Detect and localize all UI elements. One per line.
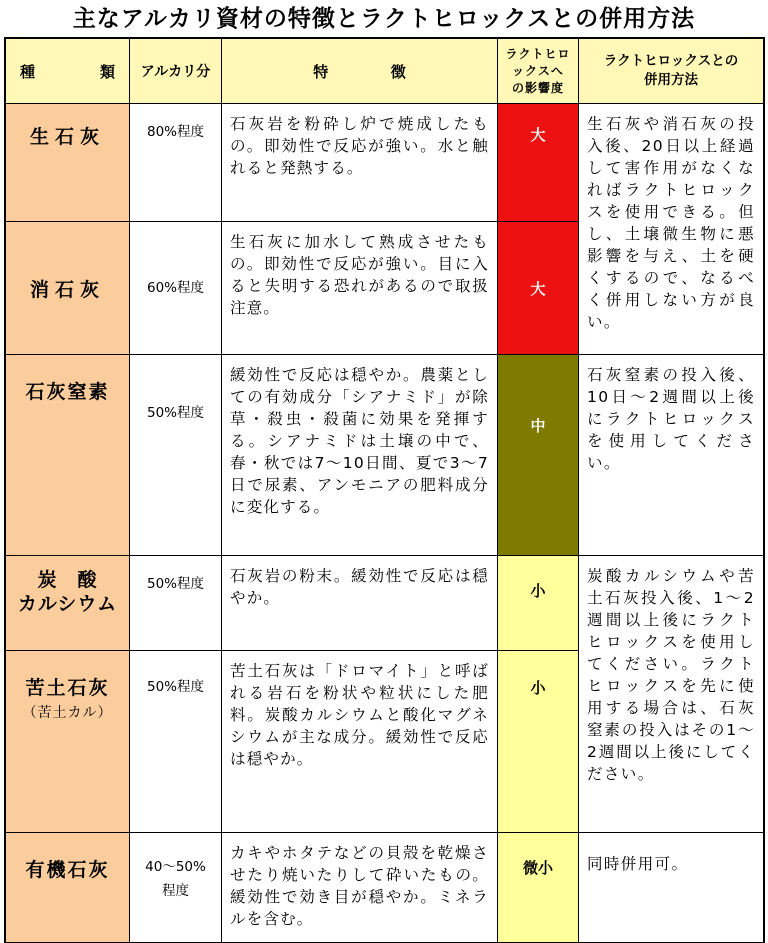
alkali-cell — [130, 833, 222, 943]
type-subname: （苦土カル） — [22, 705, 113, 721]
table-row — [6, 355, 764, 556]
alkali-line1: 40～50% — [145, 859, 206, 875]
page-title: 主なアルカリ資材の特徴とラクトヒロックスとの併用方法 — [72, 6, 696, 32]
table-row — [6, 833, 764, 943]
type-cell: 生石灰 — [6, 104, 130, 222]
header-method — [579, 39, 764, 104]
type-cell: 石灰窒素 — [6, 355, 130, 556]
type-line2: カルシウム — [17, 593, 118, 615]
method-cell-nitrogen: 石灰窒素の投入後、10日～2週間以上後にラクトヒロックスを使用してください。 — [579, 355, 764, 556]
header-alkali: アルカリ分 — [130, 39, 222, 104]
method-cell-lime: 生石灰や消石灰の投入後、20日以上経過して害作用がなくなればラクトヒロックスを使用できる。但し、土壌微生物に悪影響を与え、土を硬くするので、なるべく併用しない方が良い。 — [579, 104, 764, 355]
type-name: 苦土石灰 — [25, 677, 110, 699]
alkali-materials-table — [5, 38, 764, 943]
header-impact — [498, 39, 579, 104]
impact-cell: 小 — [498, 556, 579, 651]
alkali-cell: 50%程度 — [130, 556, 222, 651]
impact-cell: 微小 — [498, 833, 579, 943]
header-kind — [6, 39, 130, 104]
header-feature-a: 特 — [313, 62, 329, 81]
header-row — [6, 39, 764, 104]
header-kind-b: 類 — [99, 62, 115, 81]
feature-cell: 生石灰に加水して熟成させたもの。即効性で反応が強い。目に入ると失明する恐れがあるので取扱注意。 — [222, 222, 498, 355]
type-cell — [6, 651, 130, 833]
feature-cell: 石灰岩を粉砕し炉で焼成したもの。即効性で反応が強い。水と触れると発熱する。 — [222, 104, 498, 222]
table-row — [6, 556, 764, 651]
impact-cell: 中 — [498, 355, 579, 556]
feature-cell: カキやホタテなどの貝殻を乾燥させたり焼いたりして砕いたもの。緩効性で効き目が穏やか。ミネラルを含む。 — [222, 833, 498, 943]
method-cell-carbonate: 炭酸カルシウムや苦土石灰投入後、1～2週間以上後にラクトヒロックスを使用してください。ラクトヒロックスを先に使用する場合は、石灰窒素の投入はその1～2週間以上後にしてください。 — [579, 556, 764, 833]
alkali-cell: 60%程度 — [130, 222, 222, 355]
header-impact-line2: ックスへ — [512, 63, 564, 78]
header-feature — [222, 39, 498, 104]
type-line1: 炭 酸 — [37, 569, 98, 591]
type-cell: 消石灰 — [6, 222, 130, 355]
impact-cell: 大 — [498, 222, 579, 355]
alkali-cell: 50%程度 — [130, 355, 222, 556]
alkali-line2: 程度 — [162, 883, 189, 899]
header-impact-line3: の影響度 — [511, 80, 564, 95]
impact-cell: 大 — [498, 104, 579, 222]
header-feature-b: 徴 — [390, 62, 406, 81]
method-cell-organic: 同時併用可。 — [579, 833, 764, 943]
alkali-cell: 80%程度 — [130, 104, 222, 222]
feature-cell: 苦土石灰は「ドロマイト」と呼ばれる岩石を粉状や粒状にした肥料。炭酸カルシウムと酸化マグネシウムが主な成分。緩効性で反応は穏やか。 — [222, 651, 498, 833]
table-row — [6, 104, 764, 222]
header-method-line2: 併用方法 — [644, 72, 698, 88]
header-kind-a: 種 — [20, 62, 36, 81]
header-impact-line1: ラクトヒロ — [505, 46, 571, 61]
type-cell — [6, 556, 130, 651]
alkali-cell: 50%程度 — [130, 651, 222, 833]
impact-cell: 小 — [498, 651, 579, 833]
feature-cell: 緩効性で反応は穏やか。農薬としての有効成分「シアナミド」が除草・殺虫・殺菌に効果を発揮する。シアナミドは土壌の中で、春・秋では7～10日間、夏で3～7日で尿素、アンモニアの肥料成分に変化する。 — [222, 355, 498, 556]
header-method-line1: ラクトヒロックスとの — [603, 53, 739, 69]
type-cell: 有機石灰 — [6, 833, 130, 943]
feature-cell: 石灰岩の粉末。緩効性で反応は穏やか。 — [222, 556, 498, 651]
